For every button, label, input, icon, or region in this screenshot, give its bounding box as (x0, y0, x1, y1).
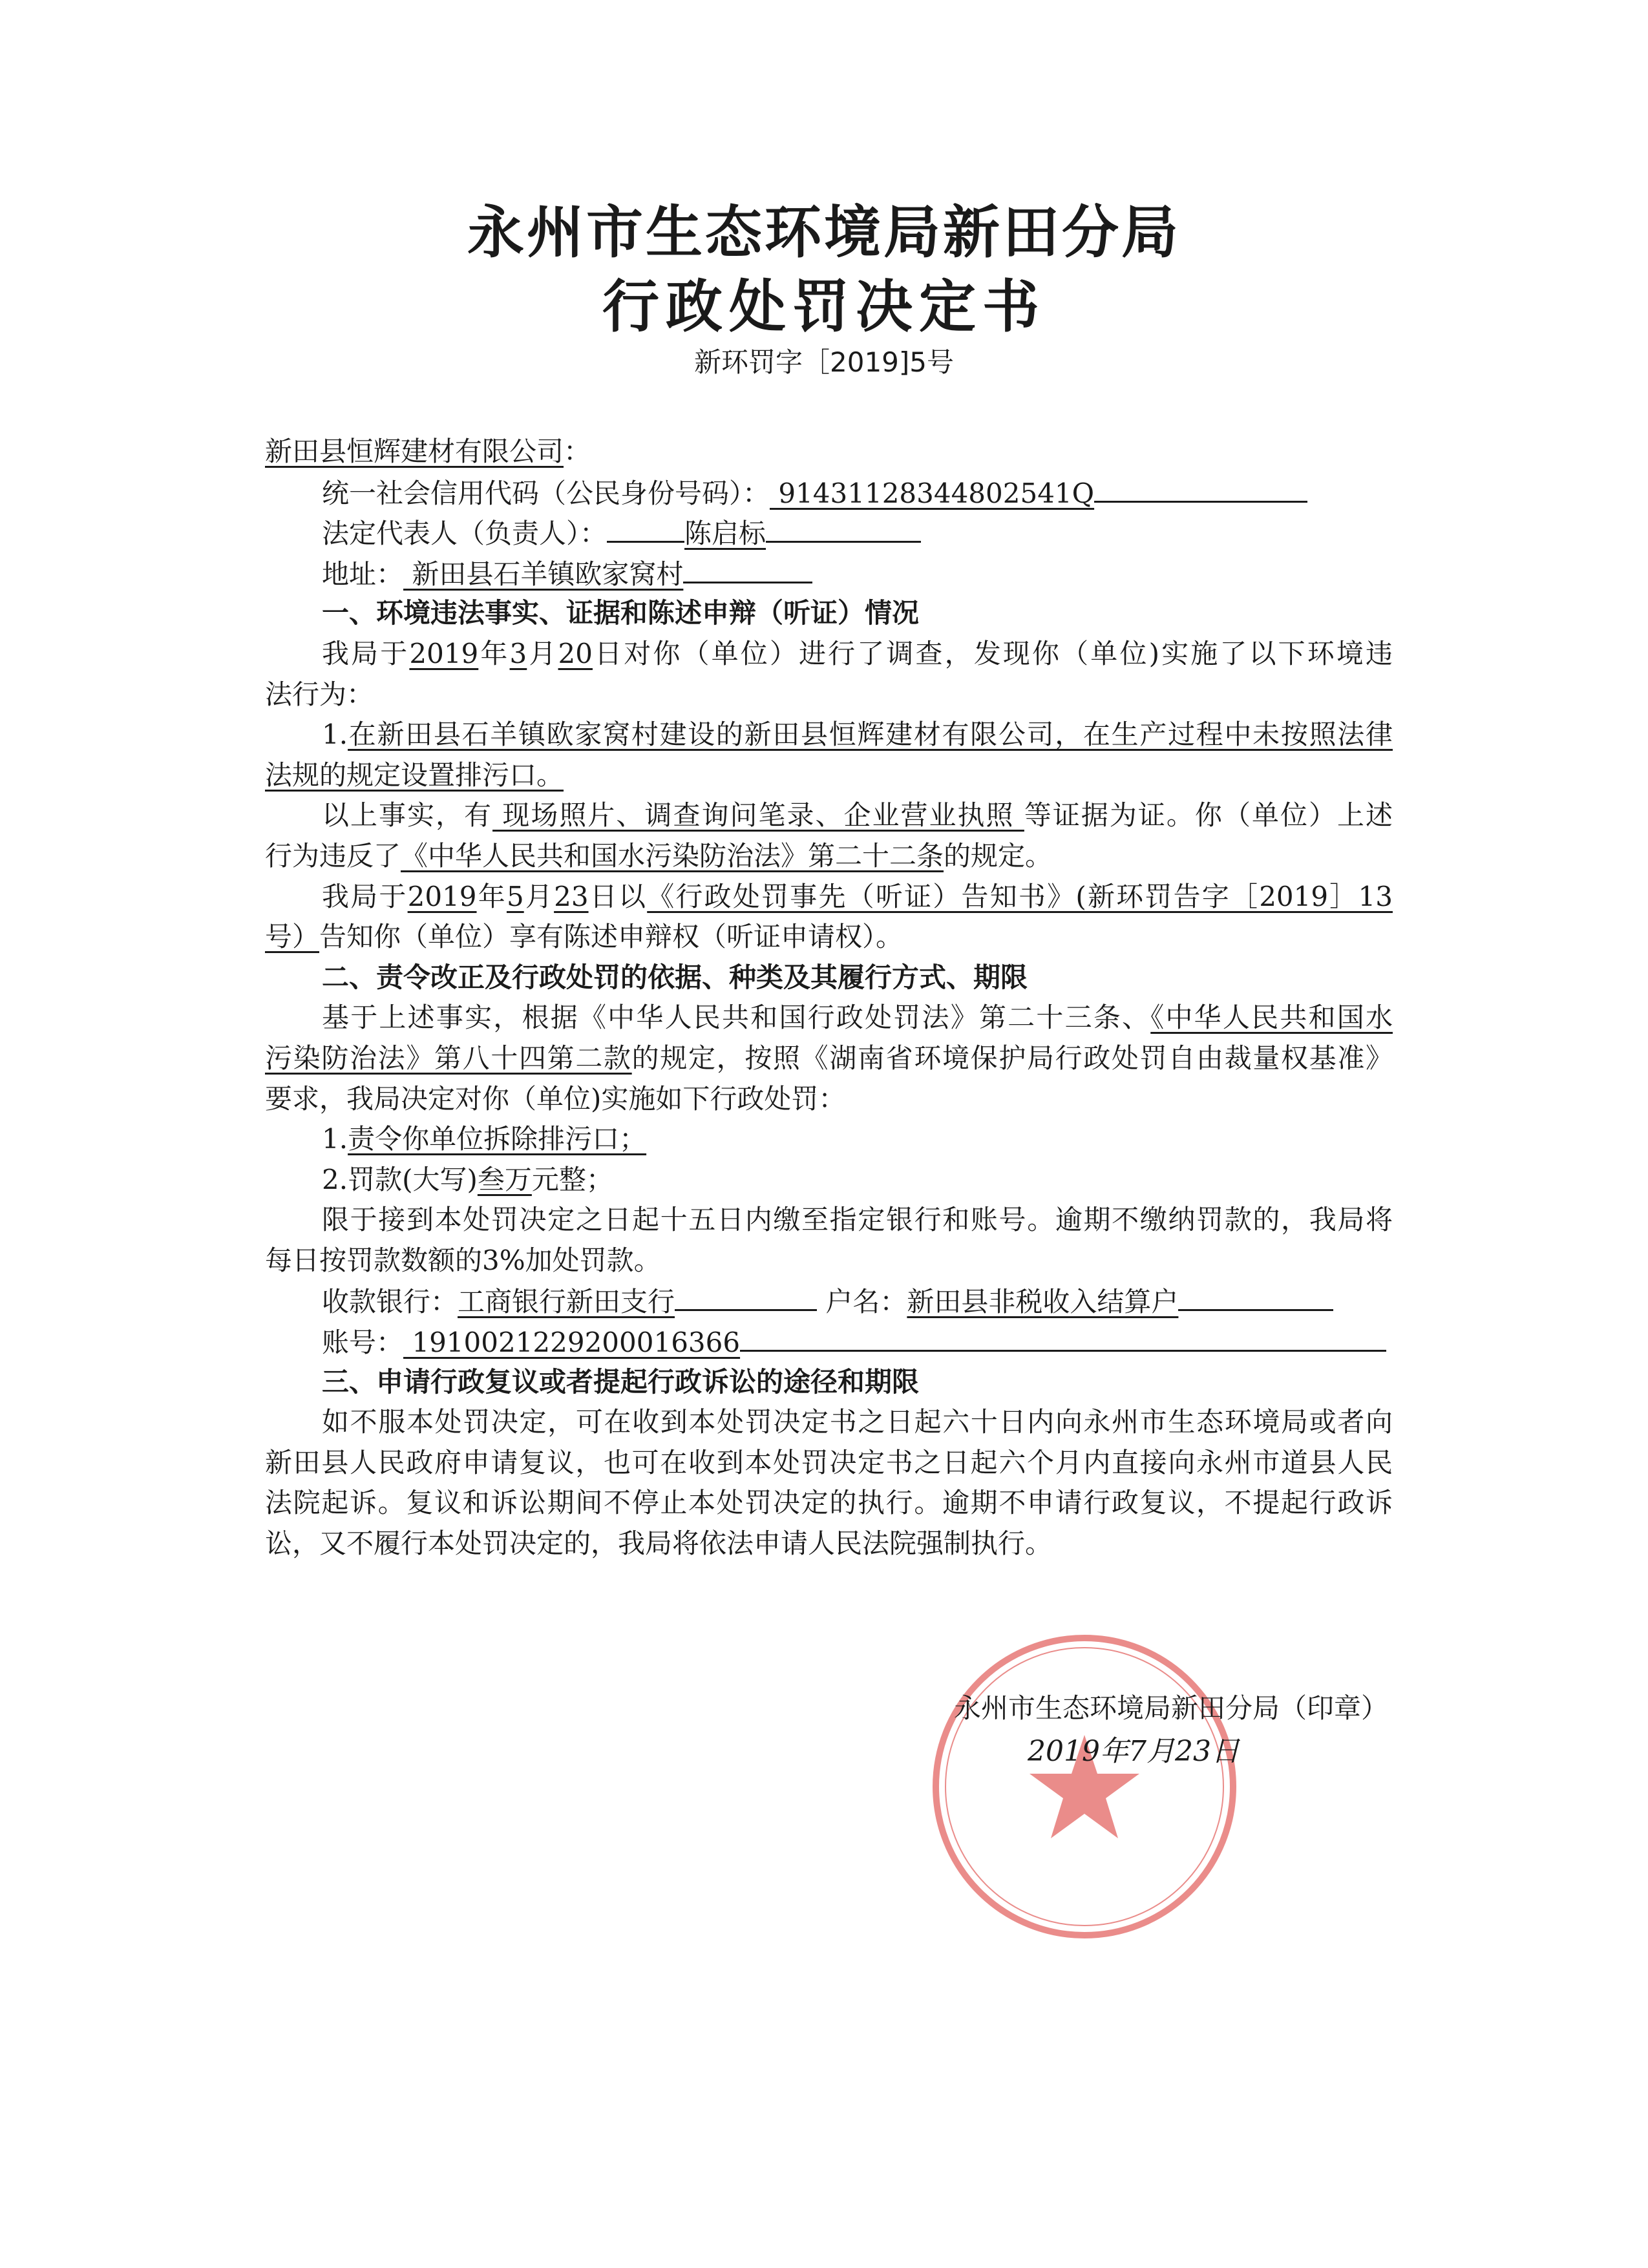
text-segment: 1. (322, 719, 348, 751)
text-segment: 法行为： (265, 678, 374, 710)
text-line (265, 755, 1393, 796)
fill-in-blank (766, 512, 921, 543)
text-segment: 法院起诉。复议和诉讼期间不停止本处罚决定的执行。逾期不申请行政复议，不提起行政诉 (265, 1487, 1393, 1519)
filled-value: 5 (506, 880, 524, 912)
text-segment: 年 (476, 880, 507, 912)
text-line (265, 836, 1393, 877)
filled-value: 在新田县石羊镇欧家窝村建设的新田县恒辉建材有限公司，在生产过程中未按照法律 (348, 719, 1393, 751)
text-segment: 要求，我局决定对你（单位)实施如下行政处罚： (265, 1082, 846, 1115)
filled-value: 叁万 (477, 1163, 532, 1195)
text-segment: 等证据为证。你（单位）上述 (1024, 799, 1393, 832)
text-segment: 法定代表人（负责人）： (322, 518, 607, 550)
fill-in-blank (675, 1281, 817, 1311)
section-heading (265, 1362, 1393, 1403)
text-segment: 二、责令改正及行政处罚的依据、种类及其履行方式、期限 (322, 961, 1028, 993)
text-line (265, 795, 1393, 836)
text-segment: 行为违反了 (265, 839, 401, 872)
text-segment: 月 (527, 637, 558, 669)
text-segment: 日以 (588, 880, 648, 912)
official-seal-icon (923, 1625, 1246, 1948)
text-segment: 一、环境违法事实、证据和陈述申辩（听证）情况 (322, 597, 920, 629)
filled-value: 23 (554, 880, 589, 912)
text-segment: 2.罚款(大写) (322, 1163, 478, 1195)
text-segment: 的规定。 (944, 839, 1053, 872)
agency-title: 永州市生态环境局新田分局 (467, 199, 1181, 266)
text-segment: 地址： (322, 558, 404, 590)
document-type-title: 行政处罚决定书 (602, 273, 1046, 340)
text-segment: 以上事实，有 (322, 799, 493, 832)
text-segment: 日对你（单位）进行了调查，发现你（单位)实施了以下环境违 (593, 637, 1393, 669)
text-line (265, 1200, 1393, 1241)
text-segment: ： (564, 436, 591, 467)
text-line (265, 1321, 1393, 1362)
text-segment: 收款银行： (322, 1286, 458, 1318)
filled-value: 新田县非税收入结算户 (907, 1286, 1179, 1318)
text-segment: 讼，又不履行本处罚决定的，我局将依法申请人民法院强制执行。 (265, 1528, 1053, 1560)
text-segment: 年 (478, 637, 510, 669)
filled-value: 《行政处罚事先（听证）告知书》(新环罚告字［2019］13 (647, 880, 1393, 912)
filled-value: 新田县石羊镇欧家窝村 (403, 558, 684, 590)
text-segment: 基于上述事实，根据《中华人民共和国行政处罚法》第二十三条、 (322, 1002, 1151, 1034)
text-line (265, 675, 1393, 715)
filled-value: 20 (558, 637, 593, 669)
fill-in-blank (740, 1321, 1386, 1352)
decision-body (265, 432, 1393, 1564)
section-heading (265, 593, 1393, 634)
fill-in-blank (683, 553, 812, 583)
text-line (265, 1281, 1393, 1321)
fill-in-blank (1178, 1281, 1333, 1311)
text-segment: 月 (523, 880, 555, 912)
document-number: 新环罚字［2019]5号 (694, 346, 954, 378)
text-segment: 元整； (531, 1163, 613, 1195)
filled-value: 3 (509, 637, 527, 669)
filled-value: 1910021229200016366 (403, 1327, 741, 1359)
text-segment: 如不服本处罚决定，可在收到本处罚决定书之日起六十日内向永州市生态环境局或者向 (322, 1406, 1393, 1438)
issuer-signature: 永州市生态环境局新田分局（印章） (954, 1692, 1389, 1724)
text-line (265, 877, 1393, 918)
text-line (265, 1483, 1393, 1524)
text-segment: 限于接到本处罚决定之日起十五日内缴至指定银行和账号。逾期不缴纳罚款的，我局将 (322, 1204, 1393, 1236)
text-line (265, 1038, 1393, 1079)
text-line (265, 634, 1393, 675)
text-segment: 每日按罚款数额的3%加处罚款。 (265, 1244, 661, 1276)
filled-value: 陈启标 (684, 518, 766, 550)
text-line (265, 1524, 1393, 1564)
text-line (265, 715, 1393, 755)
filled-value: 2019 (409, 637, 479, 669)
filled-value: 法规的规定设置排污口。 (265, 759, 564, 791)
text-line (265, 512, 1393, 553)
text-line (265, 1443, 1393, 1484)
text-segment: 我局于 (322, 637, 410, 669)
section-heading (265, 958, 1393, 998)
text-segment: 统一社会信用代码（公民身份号码）： (322, 477, 770, 509)
text-segment: 我局于 (322, 880, 408, 912)
filled-value: 现场照片、调查询问笔录、企业营业执照 (492, 799, 1024, 832)
text-line (265, 472, 1393, 513)
filled-value: 工商银行新田支行 (458, 1286, 675, 1318)
issue-date: 2019年7月23日 (1028, 1735, 1240, 1768)
text-segment: 三、申请行政复议或者提起行政诉讼的途径和期限 (322, 1365, 920, 1398)
text-line (265, 1079, 1393, 1120)
filled-value: 污染防治法》第八十四第二款 (265, 1042, 632, 1074)
filled-value: 新田县恒辉建材有限公司 (265, 436, 564, 467)
text-segment: 账号： (322, 1327, 404, 1359)
text-line (265, 998, 1393, 1038)
text-line (265, 917, 1393, 958)
fill-in-blank (1094, 472, 1307, 503)
filled-value: 《中华人民共和国水污染防治法》第二十二条 (401, 839, 944, 872)
text-segment: 的规定，按照《湖南省环境保护局行政处罚自由裁量权基准》 (631, 1042, 1393, 1074)
filled-value: 91431128344802541Q (770, 477, 1095, 509)
text-segment: 1. (322, 1123, 348, 1155)
text-line (265, 432, 1393, 472)
text-segment: 户名： (817, 1286, 907, 1318)
text-line (265, 553, 1393, 594)
text-line (265, 1160, 1393, 1201)
text-line (265, 1402, 1393, 1443)
filled-value: 2019 (407, 880, 477, 912)
text-segment: 告知你（单位）享有陈述申辩权（听证申请权）。 (319, 921, 903, 953)
text-segment: 新田县人民政府申请复议，也可在收到本处罚决定书之日起六个月内直接向永州市道县人民 (265, 1446, 1393, 1478)
fill-in-blank (607, 512, 684, 543)
filled-value: 《中华人民共和国水 (1150, 1002, 1393, 1034)
text-line (265, 1241, 1393, 1281)
filled-value: 号） (265, 921, 320, 953)
filled-value: 责令你单位拆除排污口； (348, 1123, 647, 1155)
text-line (265, 1119, 1393, 1160)
